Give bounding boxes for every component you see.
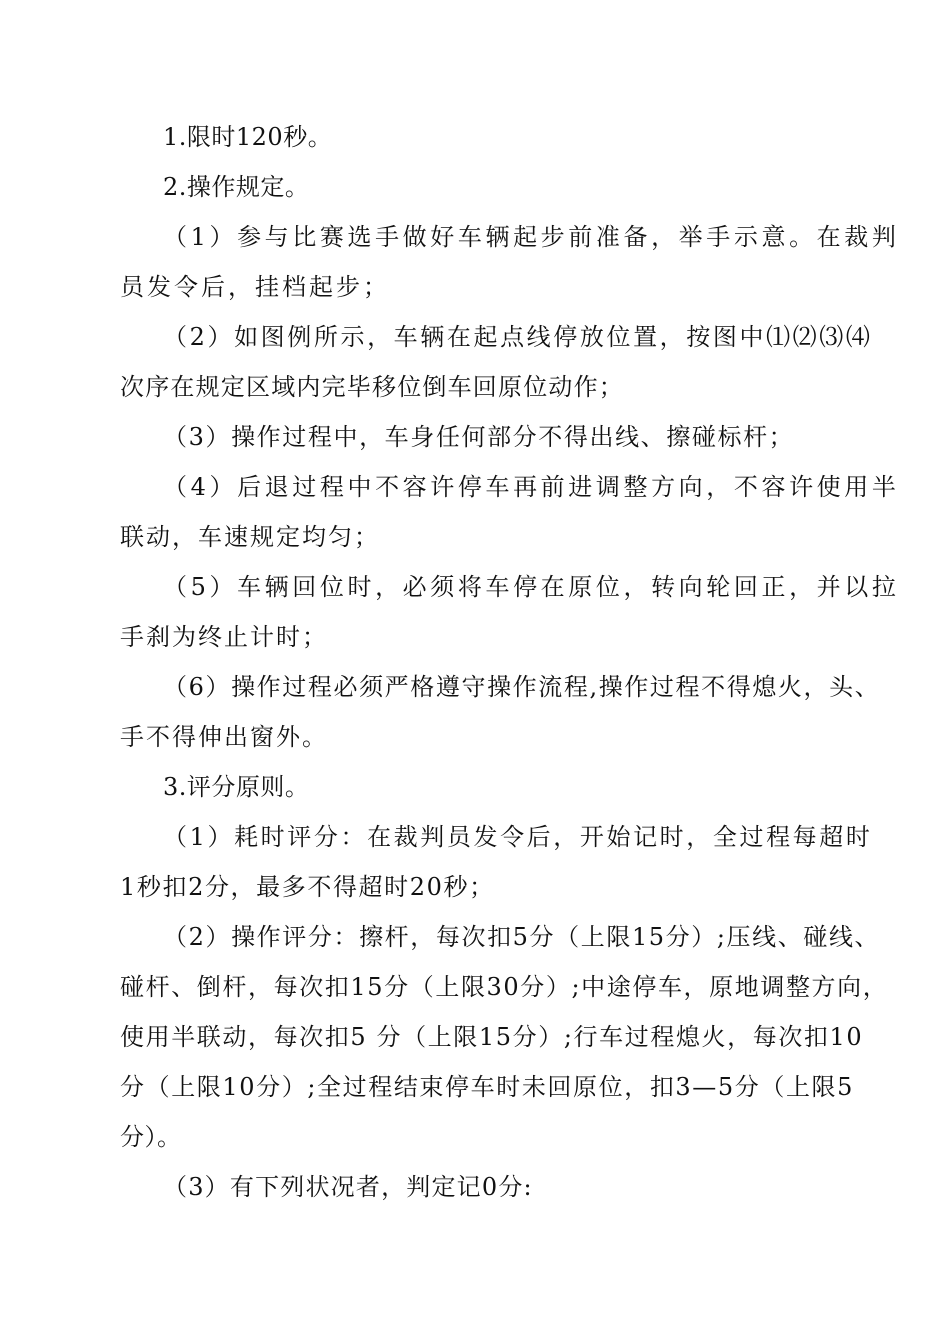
scoring-3-line-1: （3）有下列状况者，判定记0分:: [163, 1173, 533, 1201]
rule-4-line-1: （4）后退过程中不容许停车再前进调整方向，不容许使用半: [163, 473, 900, 501]
rule-2-line-2: 次序在规定区域内完毕移位倒车回原位动作；: [120, 373, 624, 401]
rule-2-line-1: （2）如图例所示，车辆在起点线停放位置，按图中⑴⑵⑶⑷: [163, 323, 873, 351]
rule-4-line-2: 联动，车速规定均匀；: [120, 523, 380, 551]
scoring-1-line-1: （1）耗时评分：在裁判员发令后，开始记时，全过程每超时: [163, 823, 873, 851]
scoring-1-line-2: 1秒扣2分，最多不得超时20秒；: [120, 873, 495, 901]
rule-6-line-2: 手不得伸出窗外。: [120, 723, 328, 751]
item-time-limit: 1.限时120秒。: [163, 123, 333, 151]
scoring-2-line-1: （2）操作评分：擦杆，每次扣5分（上限15分）;压线、碰线、: [163, 923, 881, 951]
scoring-2-line-2: 碰杆、倒杆，每次扣15分（上限30分）;中途停车，原地调整方向，: [120, 973, 889, 1001]
rule-1-line-2: 员发令后，挂档起步；: [120, 273, 390, 301]
rule-3-line-1: （3）操作过程中，车身任何部分不得出线、擦碰标杆；: [163, 423, 795, 451]
rule-6-line-1: （6）操作过程必须严格遵守操作流程,操作过程不得熄火，头、: [163, 673, 881, 701]
heading-operation-rules: 2.操作规定。: [163, 173, 310, 201]
rule-5-line-1: （5）车辆回位时，必须将车停在原位，转向轮回正，并以拉: [163, 573, 900, 601]
scoring-2-line-3: 使用半联动，每次扣5 分（上限15分）;行车过程熄火，每次扣10: [120, 1023, 864, 1051]
scoring-2-line-4: 分（上限10分）;全过程结束停车时未回原位，扣3—5分（上限5: [120, 1073, 855, 1101]
rule-5-line-2: 手刹为终止计时；: [120, 623, 328, 651]
scoring-2-line-5: 分）。: [120, 1123, 182, 1151]
rule-1-line-1: （1）参与比赛选手做好车辆起步前准备，举手示意。在裁判: [163, 223, 900, 251]
heading-scoring-principles: 3.评分原则。: [163, 773, 310, 801]
